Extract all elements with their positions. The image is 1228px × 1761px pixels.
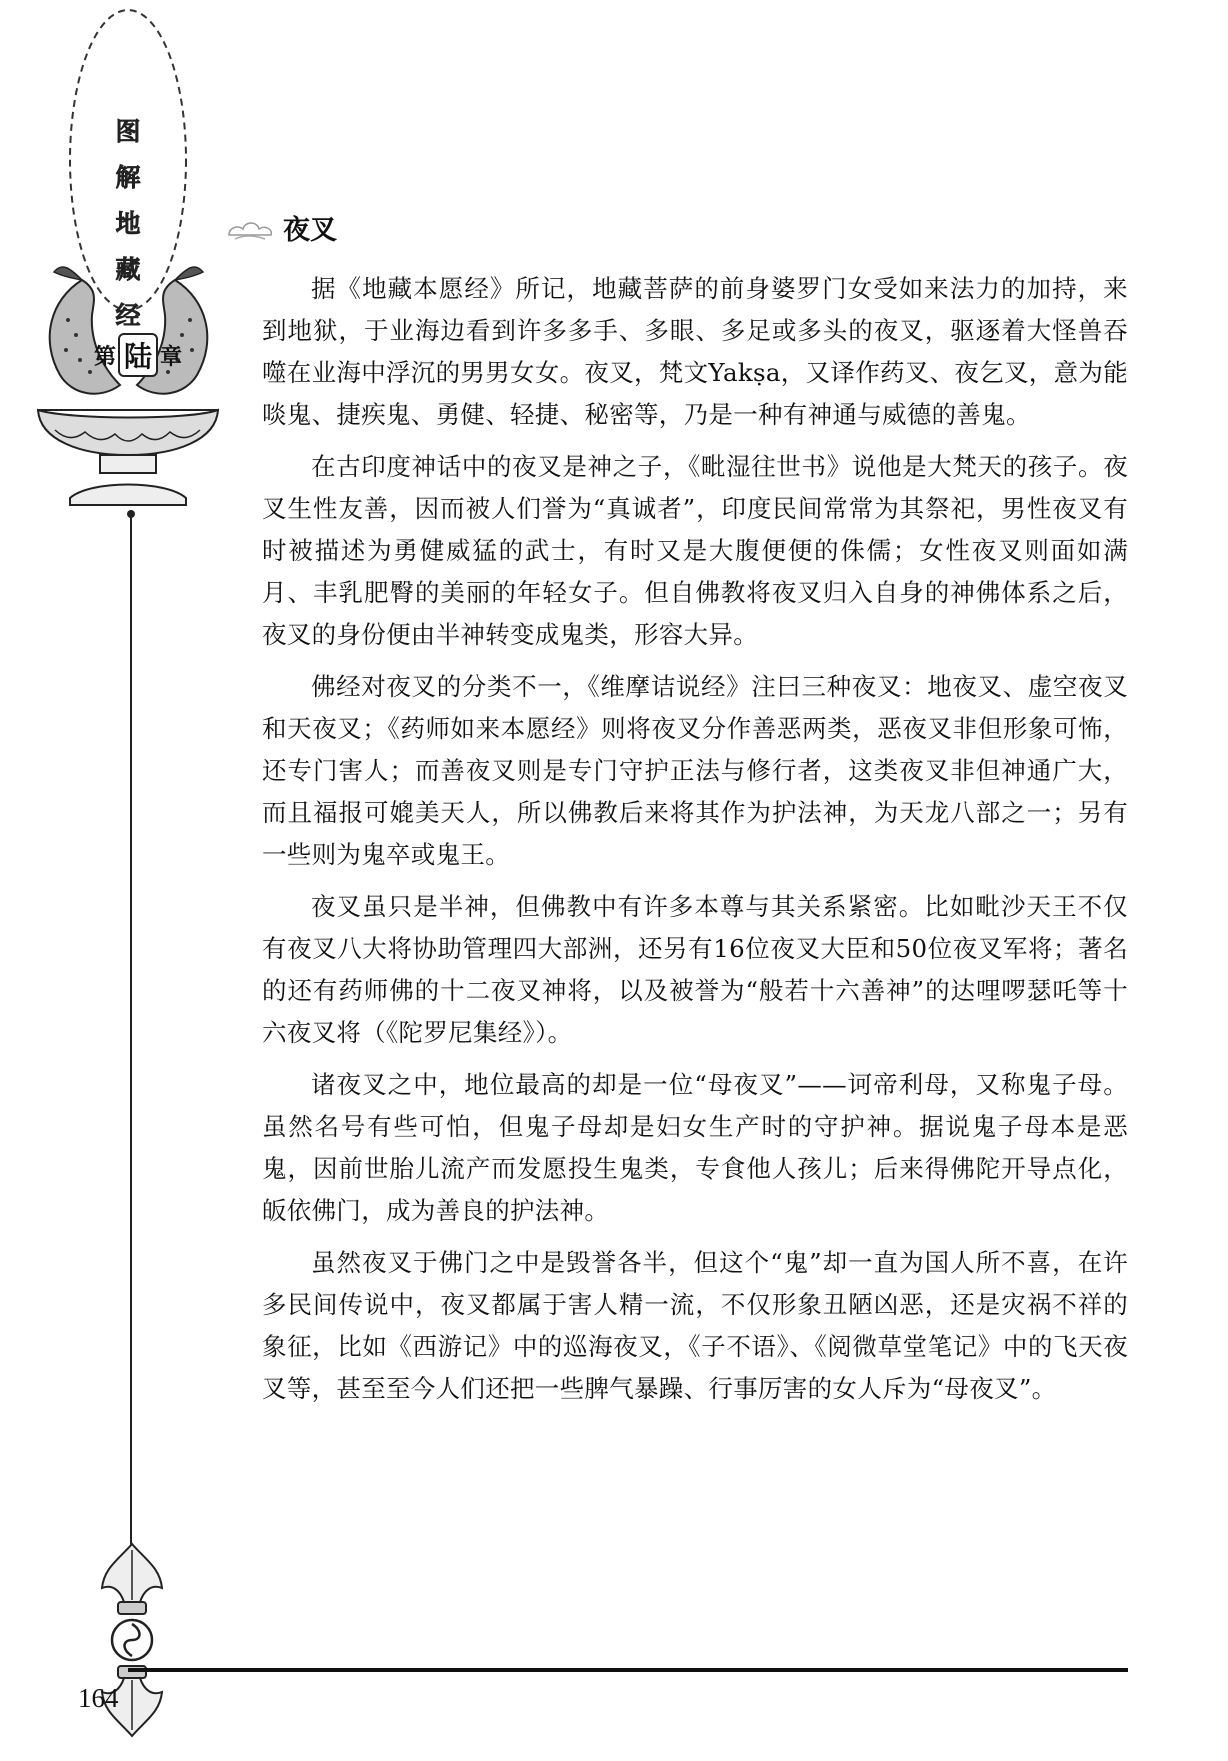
paragraph: 诸夜叉之中，地位最高的却是一位“母夜叉”——诃帝利母，又称鬼子母。虽然名号有些可怕，但鬼子母却是妇女生产时的守护神。据说鬼子母本是恶鬼，因前世胎儿流产而发愿投生鬼类，专食他人孩儿；后来得佛陀开导点化，皈依佛门，成为善良的护法神。 (262, 1070, 1128, 1225)
paragraph: 据《地藏本愿经》所记，地藏菩萨的前身婆罗门女受如来法力的加持，来到地狱，于业海边看到许多多手、多眼、多足或多头的夜叉，驱逐着大怪兽吞噬在业海中浮沉的男男女女。夜叉，梵文Yakṣa，又译作药叉、夜乞叉，意为能啖鬼、捷疾鬼、勇健、轻捷、秘密等，乃是一种有神通与威德的善鬼。 (262, 274, 1129, 429)
chapter-suffix: 章 (160, 344, 183, 370)
book-title-char: 藏 (115, 255, 141, 284)
book-title-char: 地 (115, 209, 141, 238)
footer-rule (128, 1668, 1128, 1672)
section-title: 夜叉 (283, 215, 337, 246)
cloud-ornament-icon (225, 213, 275, 243)
lotus-bowl-icon (38, 410, 218, 455)
paragraph: 在古印度神话中的夜叉是神之子，《毗湿往世书》说他是大梵天的孩子。夜叉生性友善，因而被人们誉为“真诚者”，印度民间常常为其祭祀，男性夜叉有时被描述为勇健威猛的武士，有时又是大腹便便的侏儒；女性夜叉则面如满月、丰乳肥臀的美丽的年轻女子。但自佛教将夜叉归入自身的神佛体系之后，夜叉的身份便由半神转变成鬼类，形容大异。 (262, 452, 1128, 649)
paragraph: 佛经对夜叉的分类不一，《维摩诘说经》注曰三种夜叉：地夜叉、虚空夜叉和天夜叉；《药师如来本愿经》则将夜叉分作善恶两类，恶夜叉非但形象可怖，还专门害人；而善夜叉则是专门守护正法与修行者，这类夜叉非但神通广大，而且福报可媲美天人，所以佛教后来将其作为护法神，为天龙八部之一；另有一些则为鬼卒或鬼王。 (262, 672, 1128, 869)
book-title-vertical (108, 112, 148, 332)
margin-rule (130, 515, 132, 1545)
book-title-char: 经 (115, 301, 141, 330)
chapter-label (73, 332, 203, 378)
body-text (262, 268, 1128, 1420)
section-heading (225, 208, 337, 247)
book-title-char: 图 (115, 117, 141, 146)
page-number: 164 (78, 1683, 119, 1713)
chapter-prefix: 第 (93, 344, 116, 370)
paragraph: 虽然夜叉于佛门之中是毁誉各半，但这个“鬼”却一直为国人所不喜，在许多民间传说中，夜叉都属于害人精一流，不仅形象丑陋凶恶，还是灾祸不祥的象征，比如《西游记》中的巡海夜叉，《子不语》、《阅微草堂笔记》中的飞天夜叉等，甚至至今人们还把一些脾气暴躁、行事厉害的女人斥为“母夜叉”。 (262, 1248, 1128, 1403)
chapter-number: 陆 (118, 333, 158, 377)
paragraph: 夜叉虽只是半神，但佛教中有许多本尊与其关系紧密。比如毗沙天王不仅有夜叉八大将协助管理四大部洲，还另有16位夜叉大臣和50位夜叉军将；著名的还有药师佛的十二夜叉神将，以及被誉为“般若十六善神”的达哩啰瑟吒等十六夜叉将（《陀罗尼集经》）。 (262, 892, 1128, 1047)
book-title-char: 解 (115, 163, 141, 192)
